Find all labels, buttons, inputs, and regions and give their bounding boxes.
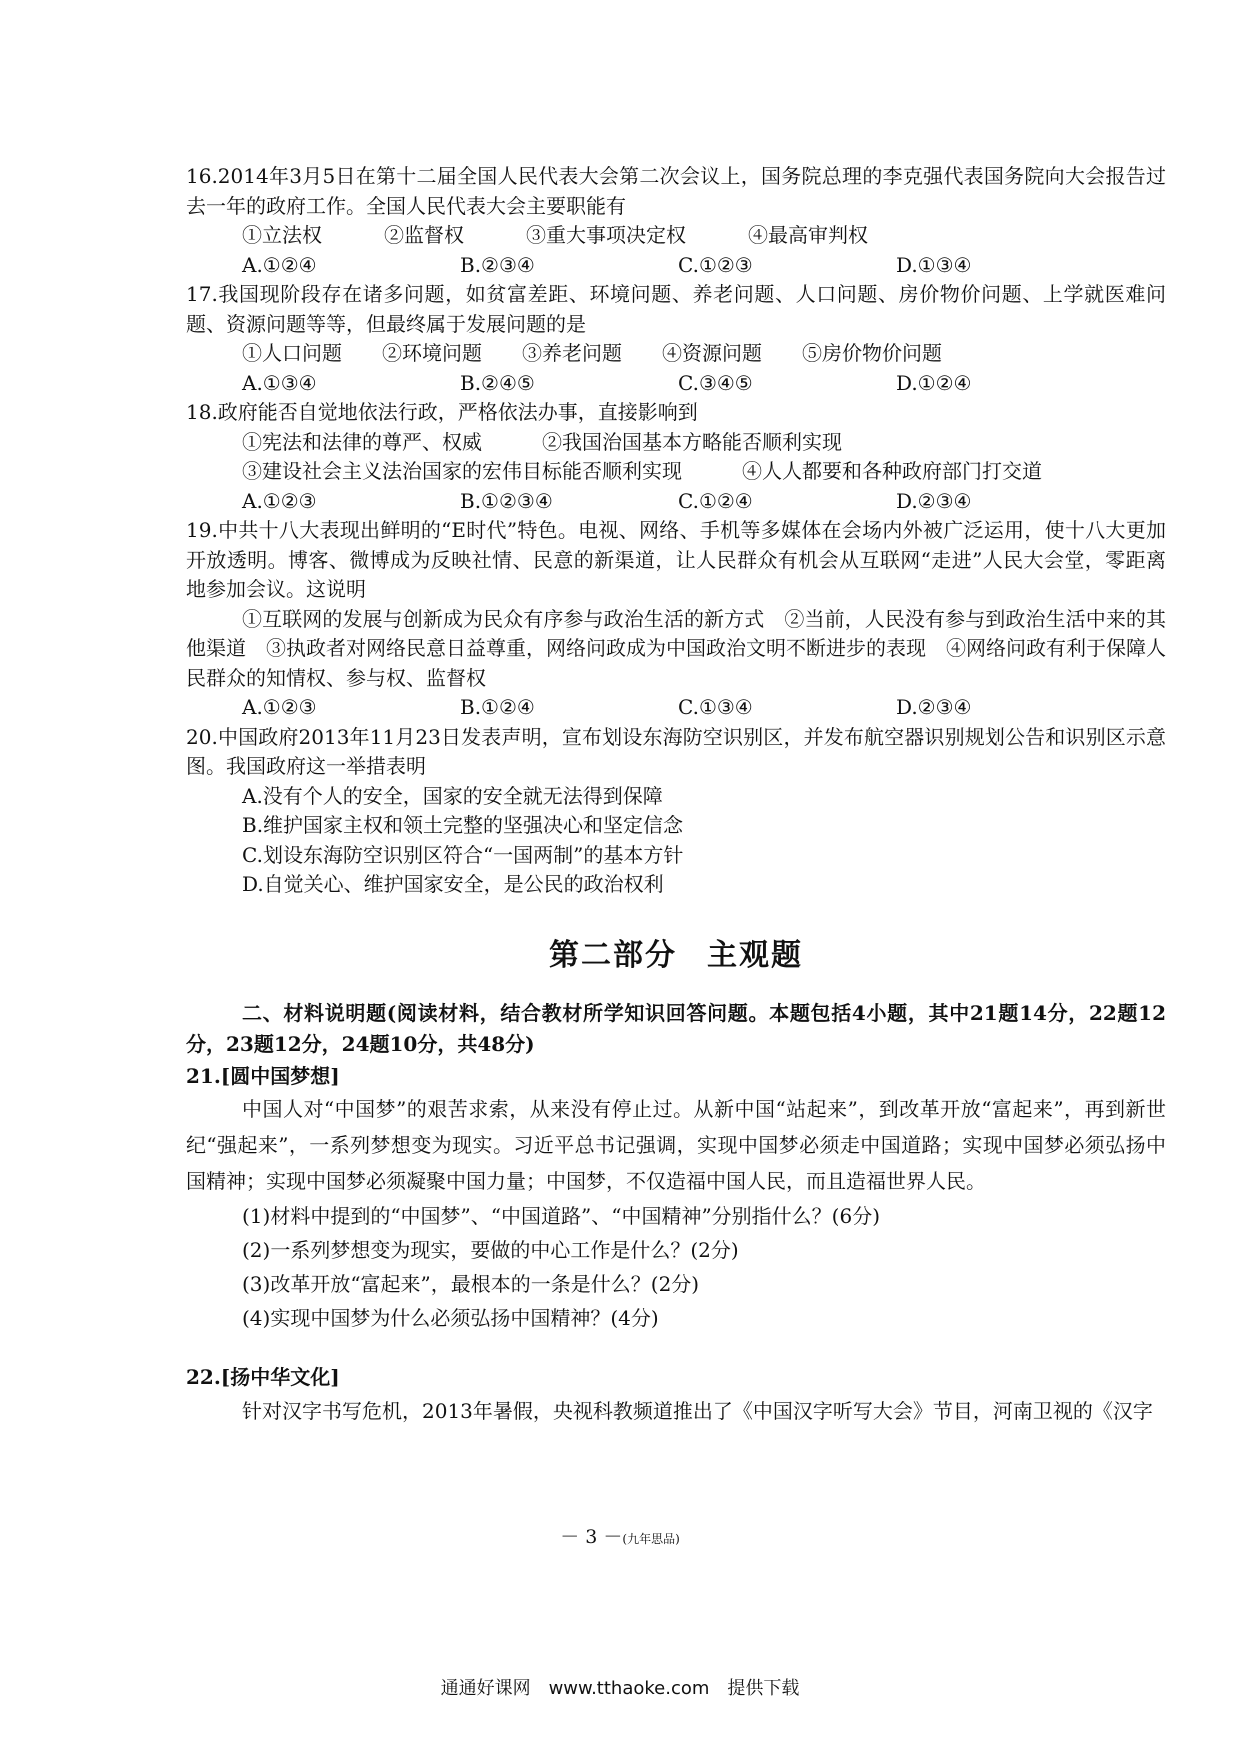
question-20-stem: 20.中国政府2013年11月23日发表声明，宣布划设东海防空识别区，并发布航空器识别规划公告和识别区示意图。我国政府这一举措表明 — [186, 724, 1166, 778]
page-number: － 3 － — [560, 1526, 623, 1548]
question-18-answers — [186, 487, 1166, 517]
statement: ①宪法和法律的尊严、权威 — [242, 429, 482, 454]
question-18-statements-line1 — [186, 428, 1166, 458]
question-19-stem: 19.中共十八大表现出鲜明的“E时代”特色。电视、网络、手机等多媒体在会场内外被广泛运用，使十八大更加开放透明。博客、微博成为反映社情、民意的新渠道，让人民群众有机会从互联网“走进”人民大会堂，零距离地参加会议。这说明 — [186, 518, 1166, 601]
question-20-option-a: A.没有个人的安全，国家的安全就无法得到保障 — [242, 783, 663, 808]
answer-option: A.①②③ — [242, 695, 317, 719]
question-16-statements — [186, 221, 1166, 251]
answer-option: B.②③④ — [460, 252, 535, 277]
question-18-statements-line2 — [186, 457, 1166, 487]
statement: ⑤房价物价问题 — [802, 341, 942, 365]
answer-option: B.②④⑤ — [460, 370, 535, 395]
question-21-material: 中国人对“中国梦”的艰苦求索，从来没有停止过。从新中国“站起来”，到改革开放“富起来”，再到新世纪“强起来”，一系列梦想变为现实。习近平总书记强调，实现中国梦必须走中国道路；实现中国梦必须弘扬中国精神；实现中国梦必须凝聚中国力量；中国梦，不仅造福中国人民，而且造福世界人民。 — [186, 1097, 1166, 1193]
page-number-footer — [0, 1522, 1240, 1549]
page-note: (九年思品) — [622, 1532, 680, 1546]
section-title — [186, 930, 1166, 974]
answer-option: A.①③④ — [242, 370, 317, 395]
statement: ③养老问题 — [522, 341, 622, 365]
answer-option: C.①③④ — [678, 695, 753, 719]
answer-option: D.②③④ — [896, 695, 972, 719]
question-22-material: 针对汉字书写危机，2013年暑假，央视科教频道推出了《中国汉字听写大会》节目，河南卫视的《汉字 — [242, 1398, 1153, 1423]
statement: ③建设社会主义法治国家的宏伟目标能否顺利实现 — [242, 459, 682, 483]
question-21-sub-4: (4)实现中国梦为什么必须弘扬中国精神？(4分) — [242, 1306, 659, 1330]
answer-option: C.①②④ — [678, 488, 753, 513]
question-21-heading: 21.[圆中国梦想] — [186, 1063, 340, 1088]
answer-option: A.①②③ — [242, 488, 317, 513]
question-20-option-d: D.自觉关心、维护国家安全，是公民的政治权利 — [242, 872, 664, 896]
answer-option: B.①②③④ — [460, 488, 553, 513]
statement: ②监督权 — [384, 223, 464, 247]
answer-option: D.①③④ — [896, 252, 972, 277]
answer-option: C.①②③ — [678, 252, 753, 277]
question-18-stem: 18.政府能否自觉地依法行政，严格依法办事，直接影响到 — [186, 400, 698, 424]
question-16-answers — [186, 251, 1166, 281]
answer-option: D.①②④ — [896, 370, 972, 395]
answer-option: C.③④⑤ — [678, 370, 753, 395]
question-21-sub-3: (3)改革开放“富起来”，最根本的一条是什么？(2分) — [242, 1272, 700, 1296]
answer-option: D.②③④ — [896, 488, 972, 513]
download-footer: 通通好课网 www.tthaoke.com 提供下载 — [440, 1678, 800, 1699]
section-title-part: 第二部分 — [549, 937, 677, 973]
section-instructions: 二、材料说明题(阅读材料，结合教材所学知识回答问题。本题包括4小题，其中21题14分，22题12分，23题12分，24题10分，共48分) — [186, 1000, 1166, 1056]
statement: ①人口问题 — [242, 341, 342, 365]
statement: ④人人都要和各种政府部门打交道 — [742, 459, 1042, 483]
question-22-heading: 22.[扬中华文化] — [186, 1365, 340, 1389]
answer-option: A.①②④ — [242, 252, 317, 277]
statement: ②我国治国基本方略能否顺利实现 — [542, 429, 842, 454]
question-16-stem: 16.2014年3月5日在第十二届全国人民代表大会第二次会议上，国务院总理的李克强代表国务院向大会报告过去一年的政府工作。全国人民代表大会主要职能有 — [186, 164, 1166, 218]
question-21-sub-2: (2)一系列梦想变为现实，要做的中心工作是什么？(2分) — [242, 1238, 739, 1262]
statement: ③重大事项决定权 — [526, 223, 686, 247]
answer-option: B.①②④ — [460, 695, 535, 719]
statement: ①立法权 — [242, 223, 322, 247]
section-title-type: 主观题 — [707, 937, 803, 973]
statement: ④资源问题 — [662, 341, 762, 365]
question-17-statements — [186, 339, 1166, 369]
question-17-answers — [186, 369, 1166, 399]
statement: ②环境问题 — [382, 341, 482, 365]
question-17-stem: 17.我国现阶段存在诸多问题，如贫富差距、环境问题、养老问题、人口问题、房价物价问题、上学就医难问题、资源问题等等，但最终属于发展问题的是 — [186, 282, 1166, 336]
question-19-answers — [186, 693, 1166, 723]
question-20-option-b: B.维护国家主权和领土完整的坚强决心和坚定信念 — [242, 813, 684, 837]
question-19-statements: ①互联网的发展与创新成为民众有序参与政治生活的新方式 ②当前，人民没有参与到政治生活中来的其他渠道 ③执政者对网络民意日益尊重，网络问政成为中国政治文明不断进步的表现 ④网络问政有利于保障人民群众的知情权、参与权、监督权 — [186, 606, 1166, 690]
statement: ④最高审判权 — [748, 223, 868, 247]
question-20-option-c: C.划设东海防空识别区符合“一国两制”的基本方针 — [242, 842, 684, 867]
page-content — [186, 162, 1166, 1429]
question-21-sub-1: (1)材料中提到的“中国梦”、“中国道路”、“中国精神”分别指什么？(6分) — [242, 1204, 881, 1228]
